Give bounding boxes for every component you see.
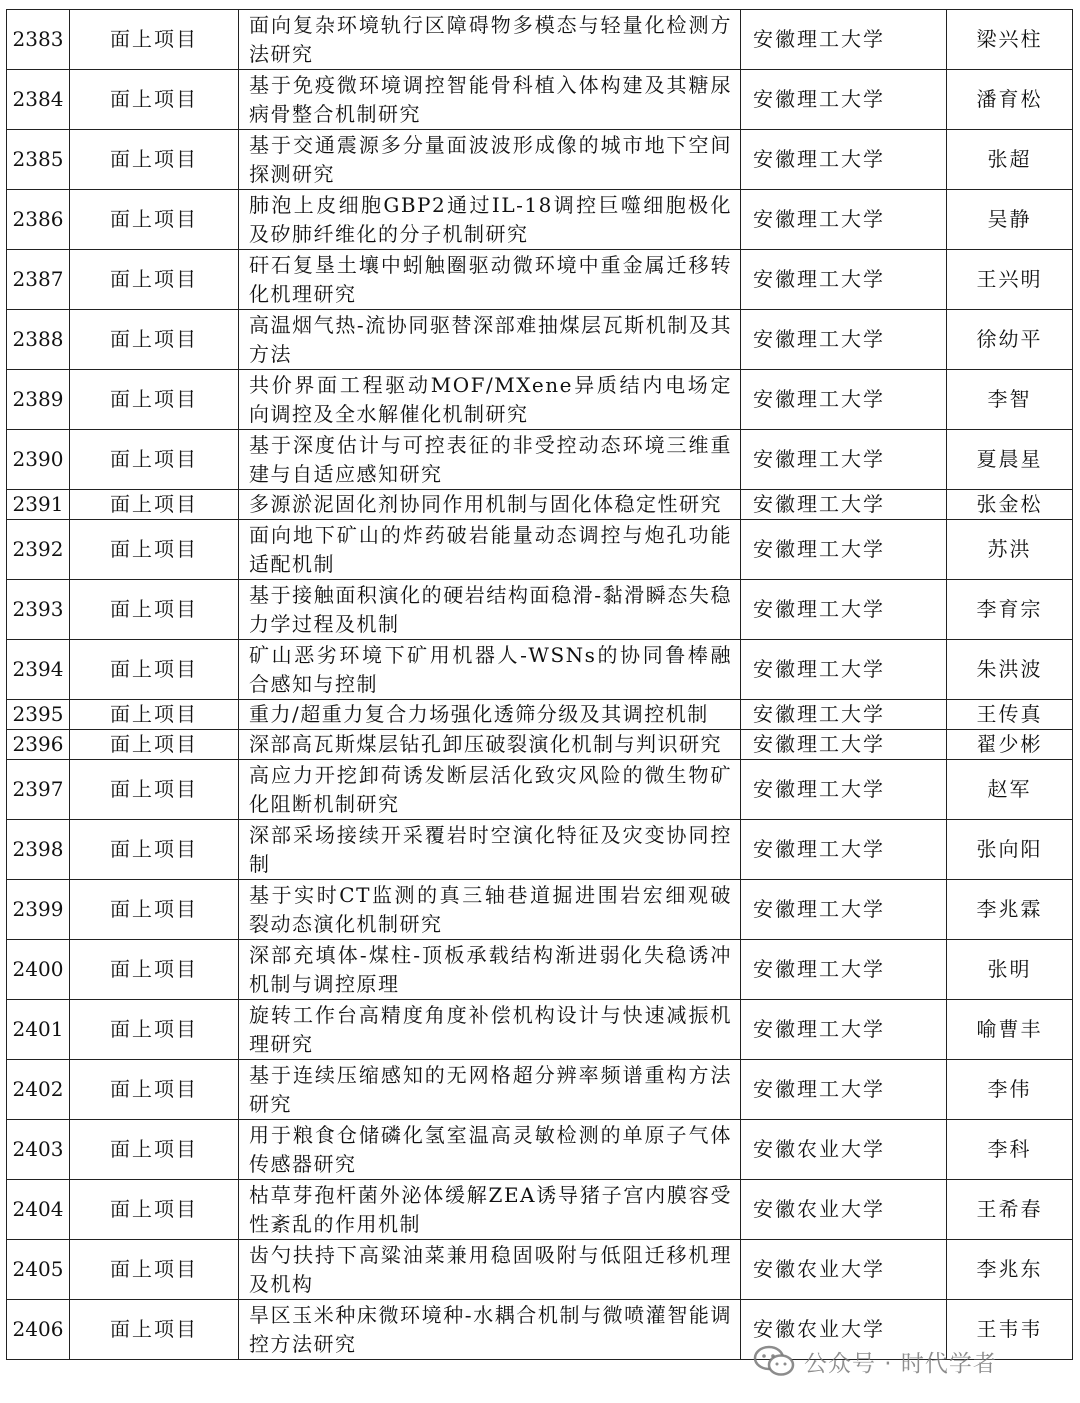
project-category: 面上项目 — [70, 1240, 239, 1300]
project-category: 面上项目 — [70, 760, 239, 820]
project-institution: 安徽理工大学 — [741, 940, 947, 1000]
project-number: 2399 — [7, 880, 70, 940]
project-leader: 夏晨星 — [947, 430, 1073, 490]
project-title: 深部采场接续开采覆岩时空演化特征及灾变协同控制 — [239, 820, 741, 880]
project-category: 面上项目 — [70, 430, 239, 490]
table-row — [7, 190, 1073, 250]
project-number: 2392 — [7, 520, 70, 580]
project-number: 2385 — [7, 130, 70, 190]
project-category: 面上项目 — [70, 70, 239, 130]
table-row — [7, 1000, 1073, 1060]
project-category: 面上项目 — [70, 1180, 239, 1240]
project-number: 2398 — [7, 820, 70, 880]
project-title: 肺泡上皮细胞GBP2通过IL-18调控巨噬细胞极化及矽肺纤维化的分子机制研究 — [239, 190, 741, 250]
project-institution: 安徽理工大学 — [741, 640, 947, 700]
project-leader: 王传真 — [947, 700, 1073, 730]
table-row — [7, 70, 1073, 130]
project-leader: 张超 — [947, 130, 1073, 190]
project-leader: 张向阳 — [947, 820, 1073, 880]
project-category: 面上项目 — [70, 10, 239, 70]
project-institution: 安徽理工大学 — [741, 130, 947, 190]
project-institution: 安徽理工大学 — [741, 190, 947, 250]
project-number: 2397 — [7, 760, 70, 820]
table-row — [7, 580, 1073, 640]
project-leader: 王希春 — [947, 1180, 1073, 1240]
project-title: 重力/超重力复合力场强化透筛分级及其调控机制 — [239, 700, 741, 730]
table-row — [7, 370, 1073, 430]
project-category: 面上项目 — [70, 250, 239, 310]
project-number: 2404 — [7, 1180, 70, 1240]
project-title: 深部充填体-煤柱-顶板承载结构渐进弱化失稳诱冲机制与调控原理 — [239, 940, 741, 1000]
project-number: 2400 — [7, 940, 70, 1000]
project-institution: 安徽理工大学 — [741, 760, 947, 820]
project-category: 面上项目 — [70, 1300, 239, 1360]
project-number: 2390 — [7, 430, 70, 490]
project-number: 2394 — [7, 640, 70, 700]
project-institution: 安徽理工大学 — [741, 1000, 947, 1060]
project-number: 2388 — [7, 310, 70, 370]
project-number: 2393 — [7, 580, 70, 640]
project-category: 面上项目 — [70, 130, 239, 190]
project-institution: 安徽农业大学 — [741, 1120, 947, 1180]
table-row — [7, 10, 1073, 70]
project-category: 面上项目 — [70, 1060, 239, 1120]
project-number: 2386 — [7, 190, 70, 250]
project-institution: 安徽理工大学 — [741, 820, 947, 880]
project-category: 面上项目 — [70, 730, 239, 760]
project-category: 面上项目 — [70, 640, 239, 700]
project-title: 矿山恶劣环境下矿用机器人-WSNs的协同鲁棒融合感知与控制 — [239, 640, 741, 700]
table-row — [7, 490, 1073, 520]
project-leader: 吴静 — [947, 190, 1073, 250]
project-leader: 朱洪波 — [947, 640, 1073, 700]
project-title: 旋转工作台高精度角度补偿机构设计与快速减振机理研究 — [239, 1000, 741, 1060]
project-institution: 安徽农业大学 — [741, 1300, 947, 1360]
watermark — [752, 1343, 1052, 1379]
project-category: 面上项目 — [70, 580, 239, 640]
project-table — [6, 9, 1073, 1360]
project-category: 面上项目 — [70, 820, 239, 880]
table-row — [7, 430, 1073, 490]
project-category: 面上项目 — [70, 520, 239, 580]
wechat-icon — [752, 1344, 796, 1378]
project-leader: 徐幼平 — [947, 310, 1073, 370]
project-number: 2389 — [7, 370, 70, 430]
project-category: 面上项目 — [70, 310, 239, 370]
project-leader: 李育宗 — [947, 580, 1073, 640]
project-category: 面上项目 — [70, 700, 239, 730]
project-institution: 安徽理工大学 — [741, 490, 947, 520]
project-table-body — [7, 10, 1073, 1360]
project-institution: 安徽理工大学 — [741, 580, 947, 640]
project-leader: 潘育松 — [947, 70, 1073, 130]
project-title: 共价界面工程驱动MOF/MXene异质结内电场定向调控及全水解催化机制研究 — [239, 370, 741, 430]
project-category: 面上项目 — [70, 1120, 239, 1180]
project-leader: 李伟 — [947, 1060, 1073, 1120]
project-title: 基于深度估计与可控表征的非受控动态环境三维重建与自适应感知研究 — [239, 430, 741, 490]
project-title: 面向复杂环境轨行区障碍物多模态与轻量化检测方法研究 — [239, 10, 741, 70]
project-category: 面上项目 — [70, 490, 239, 520]
project-institution: 安徽理工大学 — [741, 700, 947, 730]
project-number: 2383 — [7, 10, 70, 70]
project-institution: 安徽理工大学 — [741, 730, 947, 760]
project-leader: 赵军 — [947, 760, 1073, 820]
project-institution: 安徽理工大学 — [741, 70, 947, 130]
project-institution: 安徽理工大学 — [741, 370, 947, 430]
project-institution: 安徽理工大学 — [741, 520, 947, 580]
project-number: 2395 — [7, 700, 70, 730]
project-title: 多源淤泥固化剂协同作用机制与固化体稳定性研究 — [239, 490, 741, 520]
watermark-text: 公众号 · 时代学者 — [804, 1350, 997, 1377]
project-leader: 喻曹丰 — [947, 1000, 1073, 1060]
table-row — [7, 940, 1073, 1000]
project-title: 枯草芽孢杆菌外泌体缓解ZEA诱导猪子宫内膜容受性紊乱的作用机制 — [239, 1180, 741, 1240]
project-title: 用于粮食仓储磷化氢室温高灵敏检测的单原子气体传感器研究 — [239, 1120, 741, 1180]
project-leader: 张明 — [947, 940, 1073, 1000]
project-number: 2396 — [7, 730, 70, 760]
table-row — [7, 310, 1073, 370]
project-title: 基于接触面积演化的硬岩结构面稳滑-黏滑瞬态失稳力学过程及机制 — [239, 580, 741, 640]
project-institution: 安徽理工大学 — [741, 1060, 947, 1120]
project-number: 2406 — [7, 1300, 70, 1360]
project-number: 2403 — [7, 1120, 70, 1180]
project-title: 基于交通震源多分量面波波形成像的城市地下空间探测研究 — [239, 130, 741, 190]
project-leader: 王韦韦 — [947, 1300, 1073, 1360]
project-title: 基于连续压缩感知的无网格超分辨率频谱重构方法研究 — [239, 1060, 741, 1120]
project-leader: 梁兴柱 — [947, 10, 1073, 70]
project-institution: 安徽理工大学 — [741, 10, 947, 70]
project-leader: 翟少彬 — [947, 730, 1073, 760]
project-leader: 李科 — [947, 1120, 1073, 1180]
project-title: 基于免疫微环境调控智能骨科植入体构建及其糖尿病骨整合机制研究 — [239, 70, 741, 130]
project-category: 面上项目 — [70, 370, 239, 430]
project-title: 高应力开挖卸荷诱发断层活化致灾风险的微生物矿化阻断机制研究 — [239, 760, 741, 820]
project-leader: 李兆霖 — [947, 880, 1073, 940]
project-leader: 苏洪 — [947, 520, 1073, 580]
project-institution: 安徽理工大学 — [741, 250, 947, 310]
project-title: 旱区玉米种床微环境种-水耦合机制与微喷灌智能调控方法研究 — [239, 1300, 741, 1360]
table-row — [7, 700, 1073, 730]
table-row — [7, 1240, 1073, 1300]
project-institution: 安徽理工大学 — [741, 310, 947, 370]
project-number: 2391 — [7, 490, 70, 520]
project-title: 基于实时CT监测的真三轴巷道掘进围岩宏细观破裂动态演化机制研究 — [239, 880, 741, 940]
table-row — [7, 760, 1073, 820]
project-leader: 李兆东 — [947, 1240, 1073, 1300]
project-number: 2384 — [7, 70, 70, 130]
project-category: 面上项目 — [70, 1000, 239, 1060]
project-number: 2401 — [7, 1000, 70, 1060]
project-institution: 安徽理工大学 — [741, 880, 947, 940]
project-institution: 安徽农业大学 — [741, 1180, 947, 1240]
table-row — [7, 880, 1073, 940]
table-row — [7, 820, 1073, 880]
project-institution: 安徽农业大学 — [741, 1240, 947, 1300]
project-category: 面上项目 — [70, 190, 239, 250]
table-row — [7, 520, 1073, 580]
project-leader: 李智 — [947, 370, 1073, 430]
project-number: 2402 — [7, 1060, 70, 1120]
table-row — [7, 1060, 1073, 1120]
project-leader: 王兴明 — [947, 250, 1073, 310]
project-title: 面向地下矿山的炸药破岩能量动态调控与炮孔功能适配机制 — [239, 520, 741, 580]
table-row — [7, 1180, 1073, 1240]
project-category: 面上项目 — [70, 880, 239, 940]
table-row — [7, 640, 1073, 700]
project-leader: 张金松 — [947, 490, 1073, 520]
table-row — [7, 1120, 1073, 1180]
project-category: 面上项目 — [70, 940, 239, 1000]
table-row — [7, 130, 1073, 190]
project-title: 深部高瓦斯煤层钻孔卸压破裂演化机制与判识研究 — [239, 730, 741, 760]
table-row — [7, 730, 1073, 760]
project-number: 2405 — [7, 1240, 70, 1300]
project-title: 齿勺扶持下高粱油菜兼用稳固吸附与低阻迁移机理及机构 — [239, 1240, 741, 1300]
project-number: 2387 — [7, 250, 70, 310]
project-institution: 安徽理工大学 — [741, 430, 947, 490]
table-row — [7, 250, 1073, 310]
project-title: 矸石复垦土壤中蚓触圈驱动微环境中重金属迁移转化机理研究 — [239, 250, 741, 310]
project-title: 高温烟气热-流协同驱替深部难抽煤层瓦斯机制及其方法 — [239, 310, 741, 370]
